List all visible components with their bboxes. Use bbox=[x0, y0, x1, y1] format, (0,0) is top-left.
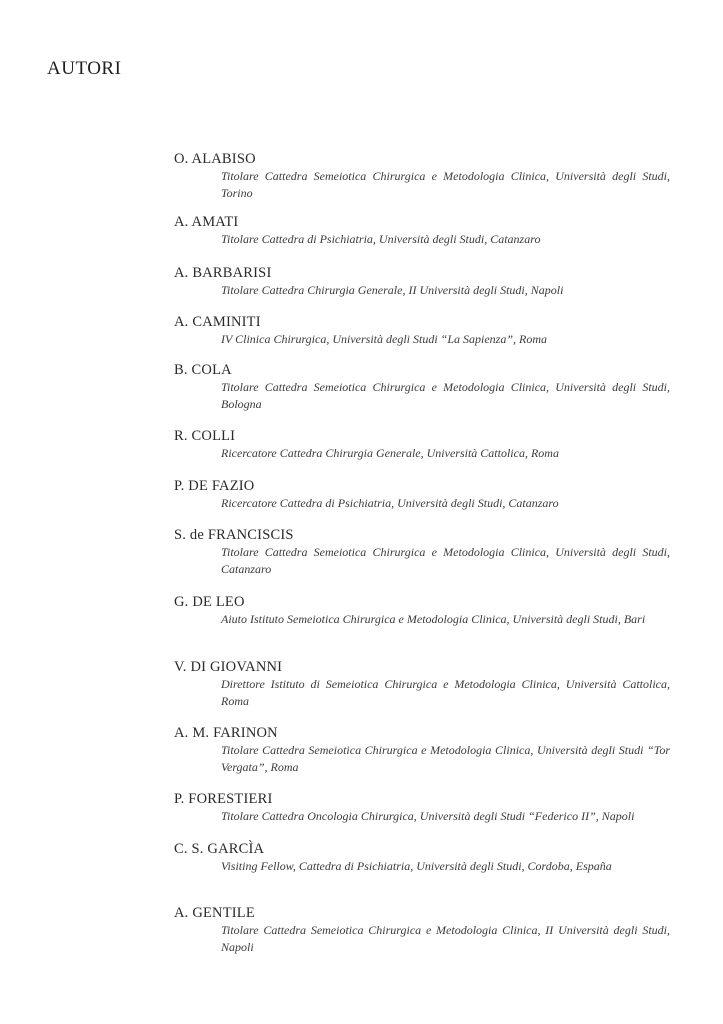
author-entry bbox=[174, 214, 670, 265]
author-entry bbox=[174, 725, 670, 791]
author-affiliation: IV Clinica Chirurgica, Università degli Studi “La Sapienza”, Roma bbox=[221, 332, 548, 346]
author-entry bbox=[174, 265, 670, 314]
author-affiliation: Ricercatore Cattedra di Psichiatria, Università degli Studi, Catanzaro bbox=[221, 496, 559, 510]
author-list bbox=[174, 151, 670, 955]
author-name: C. S. GARCÌA bbox=[174, 841, 265, 857]
author-affiliation: Titolare Cattedra Oncologia Chirurgica, Università degli Studi “Federico II”, Napoli bbox=[221, 809, 635, 823]
author-entry bbox=[174, 151, 670, 214]
author-name: A. M. FARINON bbox=[174, 725, 278, 741]
author-affiliation: Ricercatore Cattedra Chirurgia Generale, Università Cattolica, Roma bbox=[221, 446, 559, 460]
author-entry bbox=[174, 362, 670, 428]
author-affiliation: Direttore Istituto di Semeiotica Chirurgica e Metodologia Clinica, Università Cattolica, Roma bbox=[221, 677, 670, 708]
author-name: R. COLLI bbox=[174, 428, 236, 444]
author-affiliation: Visiting Fellow, Cattedra di Psichiatria, Università degli Studi, Cordoba, España bbox=[221, 859, 612, 873]
author-affiliation: Titolare Cattedra Semeiotica Chirurgica e Metodologia Clinica, Università degli Studi, Torino bbox=[221, 169, 670, 200]
author-name: A. BARBARISI bbox=[174, 265, 272, 281]
author-entry bbox=[174, 314, 670, 362]
author-name: A. AMATI bbox=[174, 214, 239, 230]
author-entry bbox=[174, 478, 670, 527]
author-affiliation: Titolare Cattedra Chirurgia Generale, II Università degli Studi, Napoli bbox=[221, 283, 564, 297]
author-name: O. ALABISO bbox=[174, 151, 256, 167]
author-name: G. DE LEO bbox=[174, 594, 245, 610]
author-entry bbox=[174, 659, 670, 725]
author-affiliation: Titolare Cattedra Semeiotica Chirurgica e Metodologia Clinica, II Università degli Studi, Napoli bbox=[221, 923, 670, 954]
author-name: S. de FRANCISCIS bbox=[174, 527, 294, 543]
author-affiliation: Titolare Cattedra Semeiotica Chirurgica e Metodologia Clinica, Università degli Studi, Catanzaro bbox=[221, 545, 670, 576]
author-affiliation: Titolare Cattedra di Psichiatria, Università degli Studi, Catanzaro bbox=[221, 232, 541, 246]
page-heading: AUTORI bbox=[47, 58, 122, 79]
author-entry bbox=[174, 428, 670, 478]
author-name: B. COLA bbox=[174, 362, 232, 378]
author-entry bbox=[174, 791, 670, 841]
author-name: A. GENTILE bbox=[174, 905, 255, 921]
author-affiliation: Titolare Cattedra Semeiotica Chirurgica e Metodologia Clinica, Università degli Studi, Bologna bbox=[221, 380, 670, 411]
author-name: P. FORESTIERI bbox=[174, 791, 273, 807]
author-name: P. DE FAZIO bbox=[174, 478, 255, 494]
author-entry bbox=[174, 905, 670, 955]
author-affiliation: Titolare Cattedra Semeiotica Chirurgica e Metodologia Clinica, Università degli Studi “Tor Vergata”, Roma bbox=[221, 743, 670, 774]
author-entry bbox=[174, 594, 670, 659]
author-name: V. DI GIOVANNI bbox=[174, 659, 283, 675]
author-entry bbox=[174, 527, 670, 594]
author-name: A. CAMINITI bbox=[174, 314, 261, 330]
author-entry bbox=[174, 841, 670, 905]
author-affiliation: Aiuto Istituto Semeiotica Chirurgica e Metodologia Clinica, Università degli Studi, Bari bbox=[221, 612, 646, 626]
